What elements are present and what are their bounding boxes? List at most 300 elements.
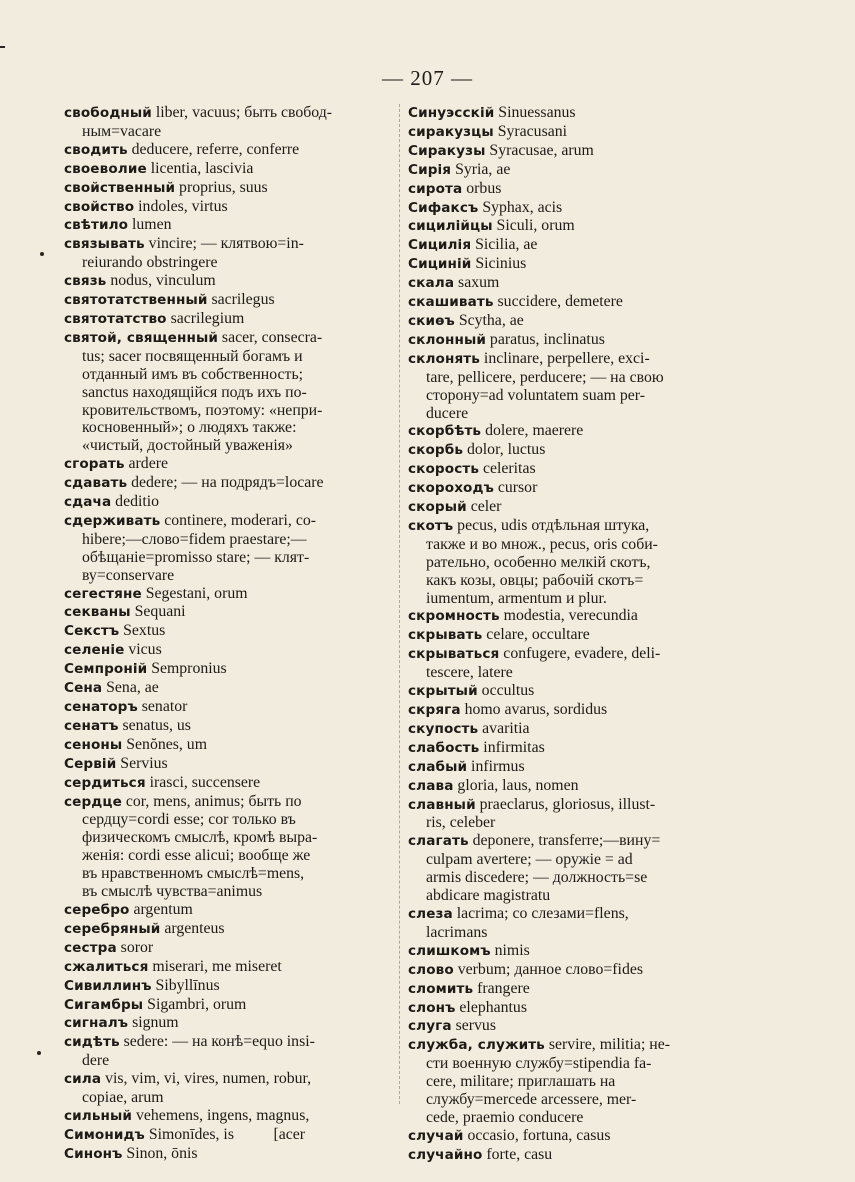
dictionary-continuation-line — [64, 254, 400, 272]
headword: Сирія — [408, 161, 452, 178]
headword: сегестяне — [64, 585, 142, 602]
definition-text: elephantus — [455, 998, 527, 1016]
definition-text: cor, mens, animus; быть по — [121, 792, 302, 810]
headword: склонный — [408, 331, 486, 348]
definition-text: сти военную службу=stipendia fa- — [426, 1055, 652, 1073]
dictionary-entry-line — [408, 739, 766, 758]
dictionary-entry-line — [408, 479, 766, 498]
headword: скрывать — [408, 627, 483, 644]
headword: слава — [408, 777, 454, 794]
headword: Сена — [64, 680, 103, 697]
dictionary-entry-line — [64, 1070, 400, 1089]
headword: скорбь — [408, 442, 464, 459]
dictionary-continuation-line — [408, 369, 766, 387]
headword: свѣтило — [64, 217, 129, 234]
definition-text: lumen — [128, 216, 172, 234]
definition-text: Sicilia, ae — [471, 236, 538, 254]
dictionary-continuation-line — [64, 402, 400, 420]
definition-text: saxum — [454, 274, 500, 292]
definition-text: copiae, arum — [82, 1089, 164, 1107]
dictionary-continuation-line — [408, 405, 766, 423]
definition-text: Senŏnes, um — [122, 735, 207, 753]
definition-text: sanctus находящійся подъ ихъ по- — [82, 383, 307, 401]
headword: сердиться — [64, 774, 146, 791]
definition-text: Sequani — [130, 603, 186, 621]
definition-text: iumentum, armentum и plur. — [426, 589, 607, 607]
definition-text: dedere; — на подрядъ=locare — [127, 474, 324, 492]
headword: сигналъ — [64, 1015, 129, 1032]
definition-text: Sicinius — [471, 255, 527, 273]
definition-text: dolere, maerere — [481, 422, 584, 440]
headword: сидѣть — [64, 1034, 120, 1051]
headword: скромность — [408, 608, 500, 625]
definition-text: Scytha, ae — [454, 311, 524, 329]
headword: святотатственный — [64, 292, 208, 309]
definition-text: frangere — [473, 979, 530, 997]
headword: Сициній — [408, 256, 472, 273]
dictionary-entry-line — [408, 142, 766, 161]
dictionary-entry-line — [408, 217, 766, 236]
dictionary-continuation-line — [64, 419, 400, 437]
dictionary-entry-line — [64, 1145, 400, 1164]
definition-text: occultus — [477, 682, 535, 700]
dictionary-entry-line — [408, 1146, 766, 1165]
dictionary-entry-line — [408, 255, 766, 274]
definition-text: nimis — [490, 941, 530, 959]
definition-text: обѣщаніе=promisso stare; — клят- — [82, 548, 310, 566]
definition-text: Sena, ae — [102, 679, 159, 697]
dictionary-entry-line — [64, 717, 400, 736]
definition-text: отданный имъ въ собственность; — [82, 365, 304, 383]
headword: случайно — [408, 1146, 483, 1163]
dictionary-entry-line — [408, 777, 766, 796]
definition-text: senatus, us — [118, 716, 191, 734]
dictionary-continuation-line — [64, 567, 400, 585]
dictionary-entry-line — [408, 796, 766, 815]
dictionary-entry-line — [64, 793, 400, 812]
dictionary-continuation-line — [408, 851, 766, 869]
dictionary-entry-line — [408, 701, 766, 720]
definition-text: praeclarus, gloriosus, illust- — [475, 795, 656, 813]
definition-text: forte, casu — [482, 1145, 553, 1163]
dictionary-entry-line — [64, 1014, 400, 1033]
headword: связь — [64, 273, 107, 290]
definition-text: какъ козы, овцы; рабочій скотъ= — [426, 571, 644, 589]
definition-text: argenteus — [160, 919, 225, 937]
definition-text: «чистый, достойный уваженія» — [82, 437, 293, 455]
headword: секваны — [64, 604, 131, 621]
dictionary-continuation-line — [64, 829, 400, 847]
definition-text: dere — [82, 1052, 110, 1070]
headword: Сифаксъ — [408, 199, 479, 216]
definition-text: Segestani, orum — [141, 584, 248, 602]
scan-speck — [40, 252, 44, 256]
definition-text: pecus, udis отдѣльная штука, — [453, 516, 650, 534]
dictionary-entry-line — [408, 942, 766, 961]
definition-text: deditio — [111, 493, 160, 511]
definition-text: tus; sacer посвященный богамъ и — [82, 347, 303, 365]
right-column — [408, 104, 766, 1165]
headword: скотъ — [408, 517, 454, 534]
headword: Сиракузы — [408, 142, 486, 159]
headword: Секстъ — [64, 623, 120, 640]
dictionary-entry-line — [64, 736, 400, 755]
dictionary-entry-line — [408, 161, 766, 180]
definition-text: tescere, latere — [426, 664, 513, 682]
definition-text: сторону=ad voluntatem suam per- — [426, 386, 645, 404]
headword: скрытый — [408, 683, 478, 700]
definition-text: sedere: — на конѣ=equo insi- — [119, 1033, 315, 1051]
dictionary-entry-line — [64, 235, 400, 254]
dictionary-continuation-line — [408, 590, 766, 608]
headword: сицилійцы — [408, 218, 493, 235]
headword: сила — [64, 1071, 102, 1088]
definition-text: въ смыслѣ чувства=animus — [82, 883, 263, 901]
headword: скороходъ — [408, 480, 494, 497]
definition-text: кровительствомъ, поэтому: «непри- — [82, 401, 323, 419]
headword: скашивать — [408, 294, 494, 311]
definition-text: ным=vacare — [82, 122, 162, 140]
dictionary-entry-line — [408, 1127, 766, 1146]
dictionary-entry-line — [64, 660, 400, 679]
headword: скрываться — [408, 646, 500, 663]
dictionary-entry-line — [408, 832, 766, 851]
dictionary-continuation-line — [408, 1055, 766, 1073]
headword: скорбѣть — [408, 423, 482, 440]
dictionary-entry-line — [64, 141, 400, 160]
definition-text: Sextus — [119, 622, 166, 640]
definition-text: deducere, referre, conferre — [127, 140, 300, 158]
definition-text: vincire; — клятвою=in- — [144, 235, 304, 253]
dictionary-entry-line — [64, 291, 400, 310]
definition-text: reiurando obstringere — [82, 254, 218, 272]
headword: сжалиться — [64, 958, 149, 975]
dictionary-entry-line — [408, 682, 766, 701]
dictionary-entry-line — [64, 474, 400, 493]
dictionary-continuation-line — [408, 664, 766, 682]
headword: святой, священный — [64, 329, 218, 346]
headword: скряга — [408, 702, 461, 718]
dictionary-continuation-line — [64, 1089, 400, 1107]
definition-text: verbum; данное слово=fides — [453, 960, 644, 978]
dictionary-entry-line — [64, 1107, 400, 1126]
dictionary-entry-line — [408, 293, 766, 312]
dictionary-entry-line — [408, 498, 766, 517]
definition-text: celer — [466, 498, 502, 516]
dictionary-entry-line — [408, 422, 766, 441]
headword: скупость — [408, 720, 479, 737]
definition-text: armis discedere; — должность=se — [426, 869, 648, 887]
definition-text: licentia, lascivia — [146, 159, 254, 177]
definition-text: infirmitas — [479, 738, 545, 756]
dictionary-continuation-line — [64, 384, 400, 402]
definition-text: Sibyllīnus — [151, 976, 220, 994]
headword: служба, служить — [408, 1037, 545, 1054]
dictionary-entry-line — [64, 641, 400, 660]
headword: сдавать — [64, 475, 128, 492]
dictionary-entry-line — [64, 755, 400, 774]
definition-text: физическомъ смыслѣ, кромѣ выра- — [82, 829, 318, 847]
headword: серебро — [64, 901, 130, 918]
dictionary-entry-line — [64, 939, 400, 958]
definition-text: servus — [451, 1017, 496, 1035]
definition-text: servire, militia; не- — [544, 1036, 671, 1054]
definition-text: sacer, consecra- — [217, 328, 323, 346]
definition-text: Simonīdes, is [acer — [144, 1125, 306, 1143]
dictionary-continuation-line — [64, 437, 400, 455]
dictionary-continuation-line — [408, 869, 766, 887]
definition-text: irasci, succensere — [145, 773, 261, 791]
dictionary-entry-line — [408, 645, 766, 664]
dictionary-entry-line — [408, 607, 766, 626]
definition-text: cede, praemio conducere — [426, 1108, 584, 1126]
dictionary-continuation-line — [408, 1091, 766, 1109]
headword: сгорать — [64, 456, 125, 473]
definition-text: сердцу=cordi esse; cor только въ — [82, 811, 296, 829]
definition-text: также и во множ., pecus, oris соби- — [426, 535, 658, 553]
headword: сеноны — [64, 736, 123, 753]
definition-text: modestia, verecundia — [499, 607, 638, 625]
definition-text: Sigambri, orum — [143, 995, 247, 1013]
definition-text: culpam avertere; — оружіе = ad — [426, 851, 633, 869]
headword: селеніе — [64, 642, 125, 659]
page-edge-mark — [0, 46, 5, 48]
headword: слонъ — [408, 999, 456, 1016]
dictionary-entry-line — [408, 123, 766, 142]
definition-text: sacrilegium — [166, 309, 245, 327]
dictionary-continuation-line — [64, 847, 400, 865]
dictionary-entry-line — [408, 274, 766, 293]
definition-text: службу=mercede arcessere, mer- — [426, 1091, 637, 1109]
definition-text: ris, celeber — [426, 814, 496, 832]
headword: Синуэсскій — [408, 105, 495, 121]
headword: сестра — [64, 939, 117, 956]
definition-text: abdicare magistratu — [426, 887, 551, 905]
definition-text: Sinuessanus — [494, 104, 576, 121]
dictionary-continuation-line — [408, 1073, 766, 1091]
definition-text: Servius — [116, 754, 168, 772]
definition-text: proprius, suus — [175, 178, 268, 196]
dictionary-continuation-line — [408, 387, 766, 405]
headword: скала — [408, 275, 455, 292]
dictionary-continuation-line — [64, 1052, 400, 1070]
definition-text: soror — [116, 938, 154, 956]
dictionary-continuation-line — [408, 887, 766, 905]
dictionary-entry-line — [64, 585, 400, 604]
definition-text: orbus — [462, 179, 502, 197]
dictionary-entry-line — [408, 517, 766, 536]
headword: свойственный — [64, 179, 176, 196]
definition-text: gloria, laus, nomen — [453, 776, 579, 794]
definition-text: Syracusae, arum — [485, 141, 594, 159]
definition-text: dolor, luctus — [463, 441, 546, 459]
headword: святотатство — [64, 310, 167, 327]
headword: Сицилія — [408, 237, 472, 254]
headword: свободный — [64, 105, 152, 121]
definition-text: deponere, transferre;—вину= — [468, 832, 661, 850]
dictionary-entry-line — [408, 720, 766, 739]
definition-text: sacrilegus — [207, 291, 275, 309]
dictionary-entry-line — [408, 961, 766, 980]
definition-text: ducere — [426, 404, 469, 422]
dictionary-entry-line — [64, 920, 400, 939]
dictionary-entry-line — [64, 977, 400, 996]
definition-text: inclinare, perpellere, exci- — [479, 349, 650, 367]
definition-text: succidere, demetere — [493, 293, 623, 311]
dictionary-entry-line — [64, 698, 400, 717]
definition-text: signum — [128, 1014, 179, 1032]
headword: скиѳъ — [408, 312, 455, 329]
headword: слишкомъ — [408, 942, 491, 959]
dictionary-continuation-line — [64, 531, 400, 549]
definition-text: lacrima; со слезами=flens, — [452, 904, 629, 922]
definition-text: Siculi, orum — [492, 217, 575, 235]
dictionary-continuation-line — [64, 811, 400, 829]
definition-text: argentum — [129, 900, 193, 918]
left-column — [64, 104, 400, 1164]
headword: связывать — [64, 236, 145, 253]
dictionary-continuation-line — [408, 814, 766, 832]
dictionary-continuation-line — [408, 536, 766, 554]
dictionary-entry-line — [64, 1126, 400, 1145]
dictionary-entry-line — [64, 1033, 400, 1052]
dictionary-continuation-line — [64, 883, 400, 901]
dictionary-entry-line — [408, 104, 766, 123]
definition-text: liber, vacuus; быть свобод- — [151, 104, 333, 121]
definition-text: женія: cordi esse alicui; вообще же — [82, 847, 311, 865]
definition-text: nodus, vinculum — [106, 272, 216, 290]
headword: сенатъ — [64, 717, 119, 734]
dictionary-entry-line — [64, 493, 400, 512]
definition-text: въ нравственномъ смыслѣ=mens, — [82, 865, 305, 883]
dictionary-entry-line — [64, 603, 400, 622]
definition-text: Sinon, ōnis — [122, 1144, 198, 1162]
dictionary-entry-line — [408, 441, 766, 460]
headword: Сивиллинъ — [64, 977, 152, 994]
headword: слабость — [408, 739, 480, 756]
dictionary-continuation-line — [64, 123, 400, 141]
headword: слово — [408, 961, 454, 978]
definition-text: celare, occultare — [482, 626, 590, 644]
dictionary-entry-line — [408, 331, 766, 350]
dictionary-entry-line — [408, 1017, 766, 1036]
headword: Семпроній — [64, 661, 148, 678]
headword: сирота — [408, 180, 463, 197]
definition-text: continere, moderari, co- — [160, 511, 316, 529]
definition-text: vehemens, ingens, magnus, — [132, 1106, 310, 1124]
dictionary-entry-line — [64, 329, 400, 348]
definition-text: confugere, evadere, deli- — [499, 645, 661, 663]
definition-text: tare, pellicere, perducere; — на свою — [426, 368, 664, 386]
definition-text: paratus, inclinatus — [485, 330, 605, 348]
headword: свойство — [64, 198, 135, 215]
headword: сиракузцы — [408, 123, 494, 140]
dictionary-entry-line — [64, 774, 400, 793]
definition-text: infirmus — [467, 757, 525, 775]
scan-speck — [37, 1051, 41, 1055]
headword: Синонъ — [64, 1145, 123, 1162]
dictionary-continuation-line — [64, 549, 400, 567]
definition-text: cere, militare; приглашать на — [426, 1073, 616, 1091]
headword: слуга — [408, 1018, 452, 1035]
dictionary-entry-line — [64, 996, 400, 1015]
dictionary-entry-line — [64, 104, 400, 123]
definition-text: Sempronius — [147, 660, 227, 678]
definition-text: рательно, особенно мелкій скотъ, — [426, 553, 651, 571]
dictionary-continuation-line — [408, 1109, 766, 1127]
dictionary-entry-line — [64, 198, 400, 217]
dictionary-entry-line — [408, 312, 766, 331]
definition-text: occasio, fortuna, casus — [463, 1126, 611, 1144]
dictionary-entry-line — [408, 905, 766, 924]
definition-text: miserari, me miseret — [148, 957, 282, 975]
dictionary-entry-line — [64, 958, 400, 977]
dictionary-entry-line — [408, 199, 766, 218]
headword: сводить — [64, 141, 128, 158]
dictionary-entry-line — [64, 179, 400, 198]
dictionary-entry-line — [64, 216, 400, 235]
headword: сдача — [64, 494, 112, 511]
dictionary-entry-line — [408, 980, 766, 999]
definition-text: cursor — [493, 479, 538, 497]
definition-text: vicus — [124, 641, 162, 659]
headword: сломить — [408, 980, 474, 997]
headword: скорость — [408, 461, 480, 478]
dictionary-entry-line — [408, 1036, 766, 1055]
dictionary-entry-line — [408, 350, 766, 369]
dictionary-continuation-line — [408, 924, 766, 942]
page-number: — 207 — — [382, 66, 473, 90]
headword: скорый — [408, 499, 467, 516]
dictionary-entry-line — [408, 758, 766, 777]
headword: слагать — [408, 833, 469, 850]
dictionary-entry-line — [64, 622, 400, 641]
dictionary-entry-line — [64, 310, 400, 329]
dictionary-entry-line — [408, 236, 766, 255]
headword: славный — [408, 796, 476, 813]
dictionary-entry-line — [64, 679, 400, 698]
dictionary-continuation-line — [408, 572, 766, 590]
headword: своеволие — [64, 160, 147, 177]
headword: сильный — [64, 1107, 133, 1124]
definition-text: celeritas — [479, 460, 536, 478]
headword: случай — [408, 1127, 464, 1144]
definition-text: hibere;—слово=fidem praestare;— — [82, 530, 307, 548]
dictionary-entry-line — [408, 180, 766, 199]
definition-text: ву=conservare — [82, 566, 175, 584]
definition-text: lacrimans — [426, 923, 488, 941]
headword: сердце — [64, 793, 122, 810]
dictionary-entry-line — [408, 999, 766, 1018]
dictionary-entry-line — [64, 512, 400, 531]
dictionary-continuation-line — [64, 366, 400, 384]
dictionary-continuation-line — [64, 348, 400, 366]
headword: серебряный — [64, 920, 161, 937]
dictionary-entry-line — [408, 460, 766, 479]
definition-text: senator — [137, 698, 188, 715]
definition-text: vis, vim, vi, vires, numen, robur, — [101, 1070, 312, 1088]
definition-text: homo avarus, sordidus — [460, 701, 608, 718]
dictionary-continuation-line — [64, 865, 400, 883]
definition-text: Syria, ae — [451, 160, 511, 178]
dictionary-entry-line — [64, 455, 400, 474]
definition-text: indoles, virtus — [134, 197, 228, 215]
definition-text: Syracusani — [493, 122, 568, 140]
headword: слабый — [408, 758, 468, 775]
dictionary-entry-line — [64, 272, 400, 291]
definition-text: avaritia — [478, 719, 530, 737]
dictionary-entry-line — [64, 160, 400, 179]
